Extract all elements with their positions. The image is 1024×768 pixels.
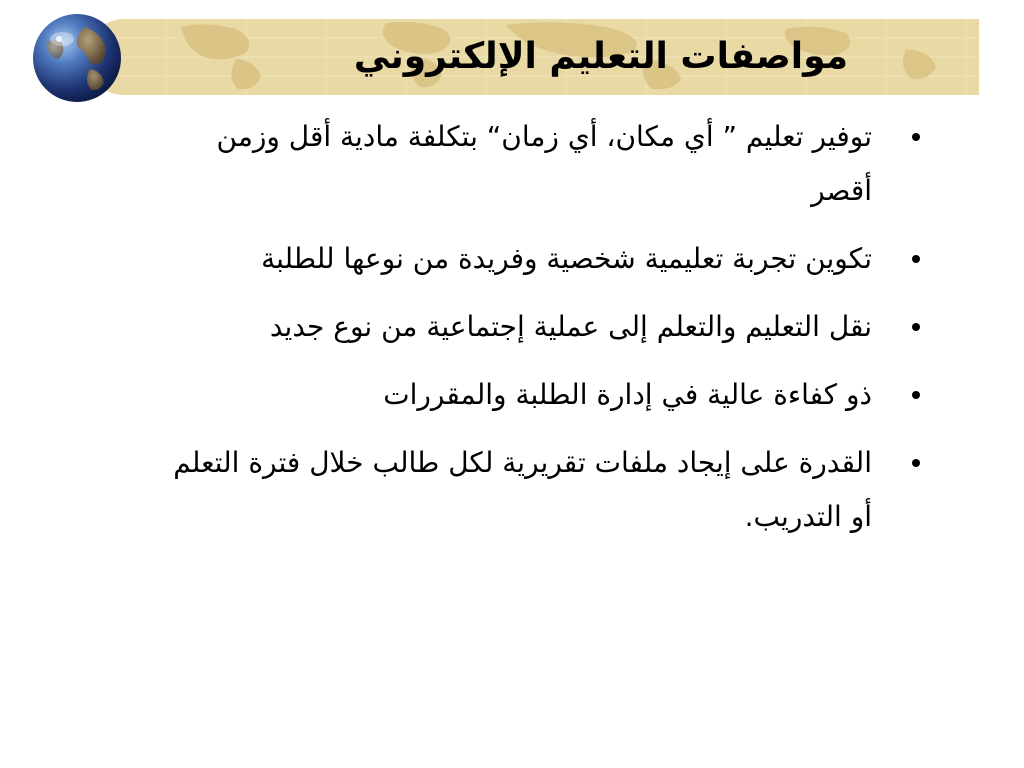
list-item	[150, 300, 950, 354]
list-item	[150, 232, 950, 286]
list-item	[150, 368, 950, 422]
bullet-dot	[912, 391, 920, 399]
bullet-text: القدرة على إيجاد ملفات تقريرية لكل طالب خلال فترة التعلم أو التدريب.	[173, 446, 872, 533]
bullet-text: تكوين تجربة تعليمية شخصية وفريدة من نوعها للطلبة	[261, 242, 872, 275]
globe-icon	[32, 13, 122, 103]
bullet-dot	[912, 459, 920, 467]
bullet-list	[150, 110, 950, 558]
bullet-text: توفير تعليم ” أي مكان، أي زمان“ بتكلفة مادية أقل وزمن أقصر	[216, 120, 872, 207]
bullet-dot	[912, 255, 920, 263]
bullet-dot	[912, 323, 920, 331]
list-item	[150, 436, 950, 544]
bullet-text: نقل التعليم والتعلم إلى عملية إجتماعية من نوع جديد	[269, 310, 872, 343]
slide-title: مواصفات التعليم الإلكتروني	[353, 36, 848, 77]
list-item	[150, 110, 950, 218]
bullet-text: ذو كفاءة عالية في إدارة الطلبة والمقررات	[383, 378, 872, 411]
bullet-dot	[912, 133, 920, 141]
